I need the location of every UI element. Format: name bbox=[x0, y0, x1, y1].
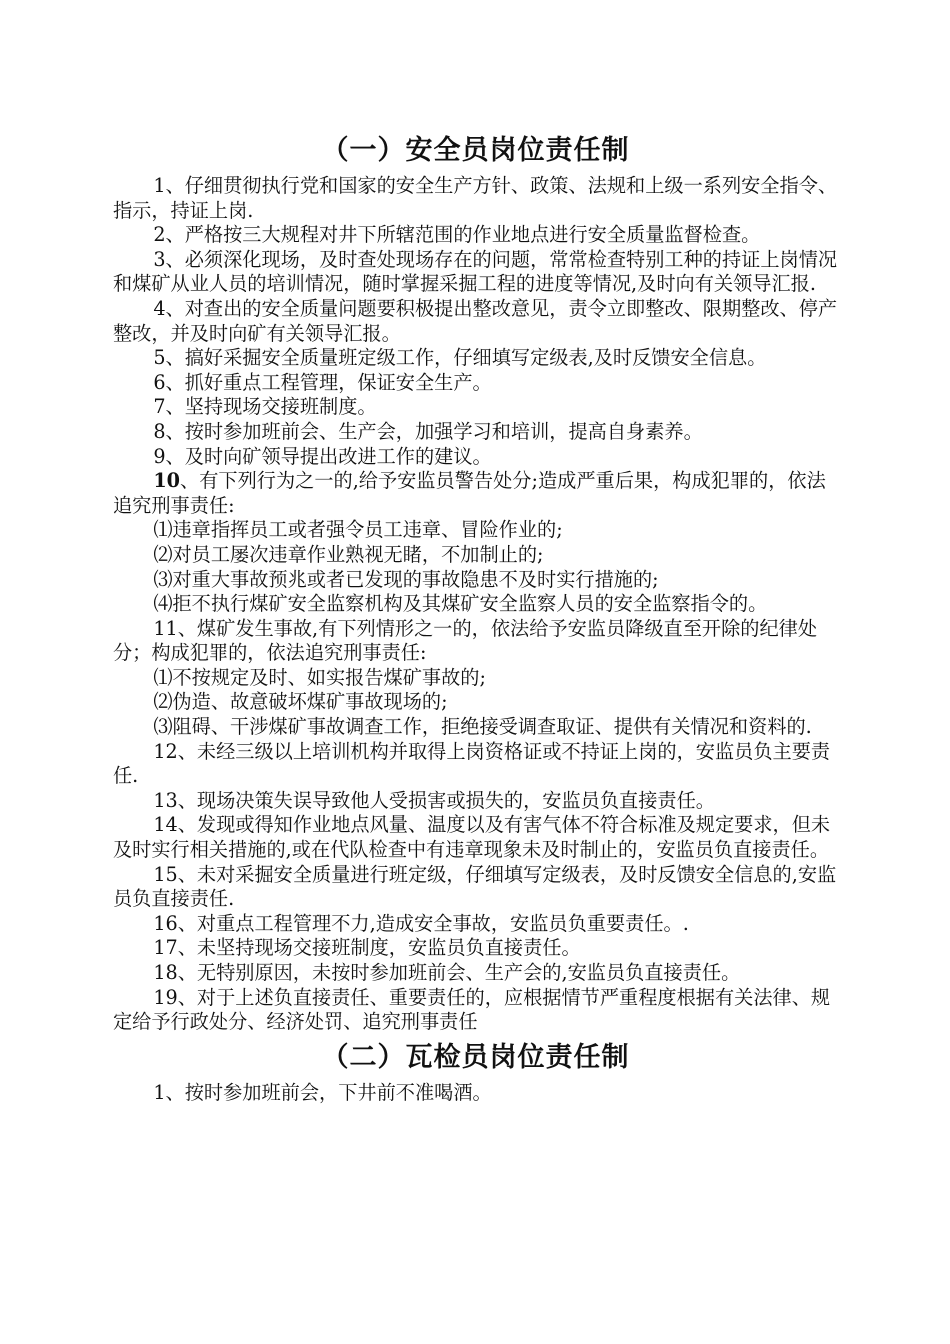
paragraph: 5、搞好采掘安全质量班定级工作，仔细填写定级表,及时反馈安全信息。 bbox=[153, 346, 767, 370]
paragraph: 6、抓好重点工程管理，保证安全生产。 bbox=[153, 370, 492, 394]
paragraph: 13、现场决策失误导致他人受损害或损失的，安监员负直接责任。 bbox=[153, 788, 715, 812]
paragraph: 12、未经三级以上培训机构并取得上岗资格证或不持证上岗的，安监员负主要责任. bbox=[113, 739, 831, 788]
paragraph: 18、无特别原因，未按时参加班前会、生产会的,安监员负直接责任。 bbox=[153, 961, 741, 984]
section-1-title: （一）安全员岗位责任制 bbox=[321, 135, 630, 166]
section-2-title: （二）瓦检员岗位责任制 bbox=[321, 1041, 630, 1073]
item-10-number: 10 bbox=[153, 469, 181, 493]
paragraph: 15、未对采掘安全质量进行班定级，仔细填写定级表，及时反馈安全信息的,安监员负直接责任. bbox=[113, 862, 837, 911]
sub-item: ⑶对重大事故预兆或者已发现的事故隐患不及时实行措施的; bbox=[153, 567, 659, 591]
item-10-text: 、有下列行为之一的,给予安监员警告处分;造成严重后果，构成犯罪的，依法追究刑事责任: bbox=[113, 469, 826, 517]
paragraph: 4、对查出的安全质量问题要积极提出整改意见，责令立即整改、限期整改、停产整改，并及时向矿有关领导汇报。 bbox=[113, 296, 838, 345]
paragraph: 1、按时参加班前会，下井前不准喝酒。 bbox=[153, 1080, 492, 1104]
sub-item: ⑵伪造、故意破坏煤矿事故现场的; bbox=[153, 690, 448, 714]
paragraph: 9、及时向矿领导提出改进工作的建议。 bbox=[153, 444, 492, 468]
paragraph: 16、对重点工程管理不力,造成安全事故，安监员负重要责任。. bbox=[153, 911, 689, 935]
paragraph: 1、仔细贯彻执行党和国家的安全生产方针、政策、法规和上级一系列安全指令、指示，持证上岗. bbox=[113, 174, 838, 222]
section-1-body bbox=[113, 174, 838, 1035]
paragraph: 8、按时参加班前会、生产会，加强学习和培训，提高自身素养。 bbox=[153, 419, 703, 443]
paragraph-item-11: 11、煤矿发生事故,有下列情形之一的，依法给予安监员降级直至开除的纪律处分；构成犯罪的，依法追究刑事责任: bbox=[113, 616, 818, 665]
paragraph: 19、对于上述负直接责任、重要责任的，应根据情节严重程度根据有关法律、规定给予行政处分、经济处罚、追究刑事责任 bbox=[113, 985, 831, 1034]
paragraph: 3、必须深化现场，及时查处现场存在的问题，常常检查特别工种的持证上岗情况和煤矿从业人员的培训情况，随时掌握采掘工程的进度等情况,及时向有关领导汇报. bbox=[113, 247, 838, 296]
paragraph: 2、严格按三大规程对井下所辖范围的作业地点进行安全质量监督检查。 bbox=[153, 223, 761, 247]
paragraph-item-10 bbox=[113, 469, 838, 518]
sub-item: ⑶阻碍、干涉煤矿事故调查工作，拒绝接受调查取证、提供有关情况和资料的. bbox=[153, 715, 812, 739]
paragraph: 7、坚持现场交接班制度。 bbox=[153, 395, 377, 419]
sub-item: ⑵对员工屡次违章作业熟视无睹，不加制止的; bbox=[153, 542, 544, 566]
sub-item: ⑴违章指挥员工或者强令员工违章、冒险作业的; bbox=[153, 518, 563, 542]
paragraph: 14、发现或得知作业地点风量、温度以及有害气体不符合标准及规定要求，但未及时实行相关措施的,或在代队检查中有违章现象未及时制止的，安监员负直接责任。 bbox=[113, 813, 831, 862]
sub-item: ⑷拒不执行煤矿安全监察机构及其煤矿安全监察人员的安全监察指令的。 bbox=[153, 592, 768, 616]
paragraph: 17、未坚持现场交接班制度，安监员负直接责任。 bbox=[153, 936, 581, 960]
document-content bbox=[113, 128, 838, 1105]
section-2-body bbox=[113, 1081, 838, 1106]
sub-item: ⑴不按规定及时、如实报告煤矿事故的; bbox=[153, 665, 486, 689]
